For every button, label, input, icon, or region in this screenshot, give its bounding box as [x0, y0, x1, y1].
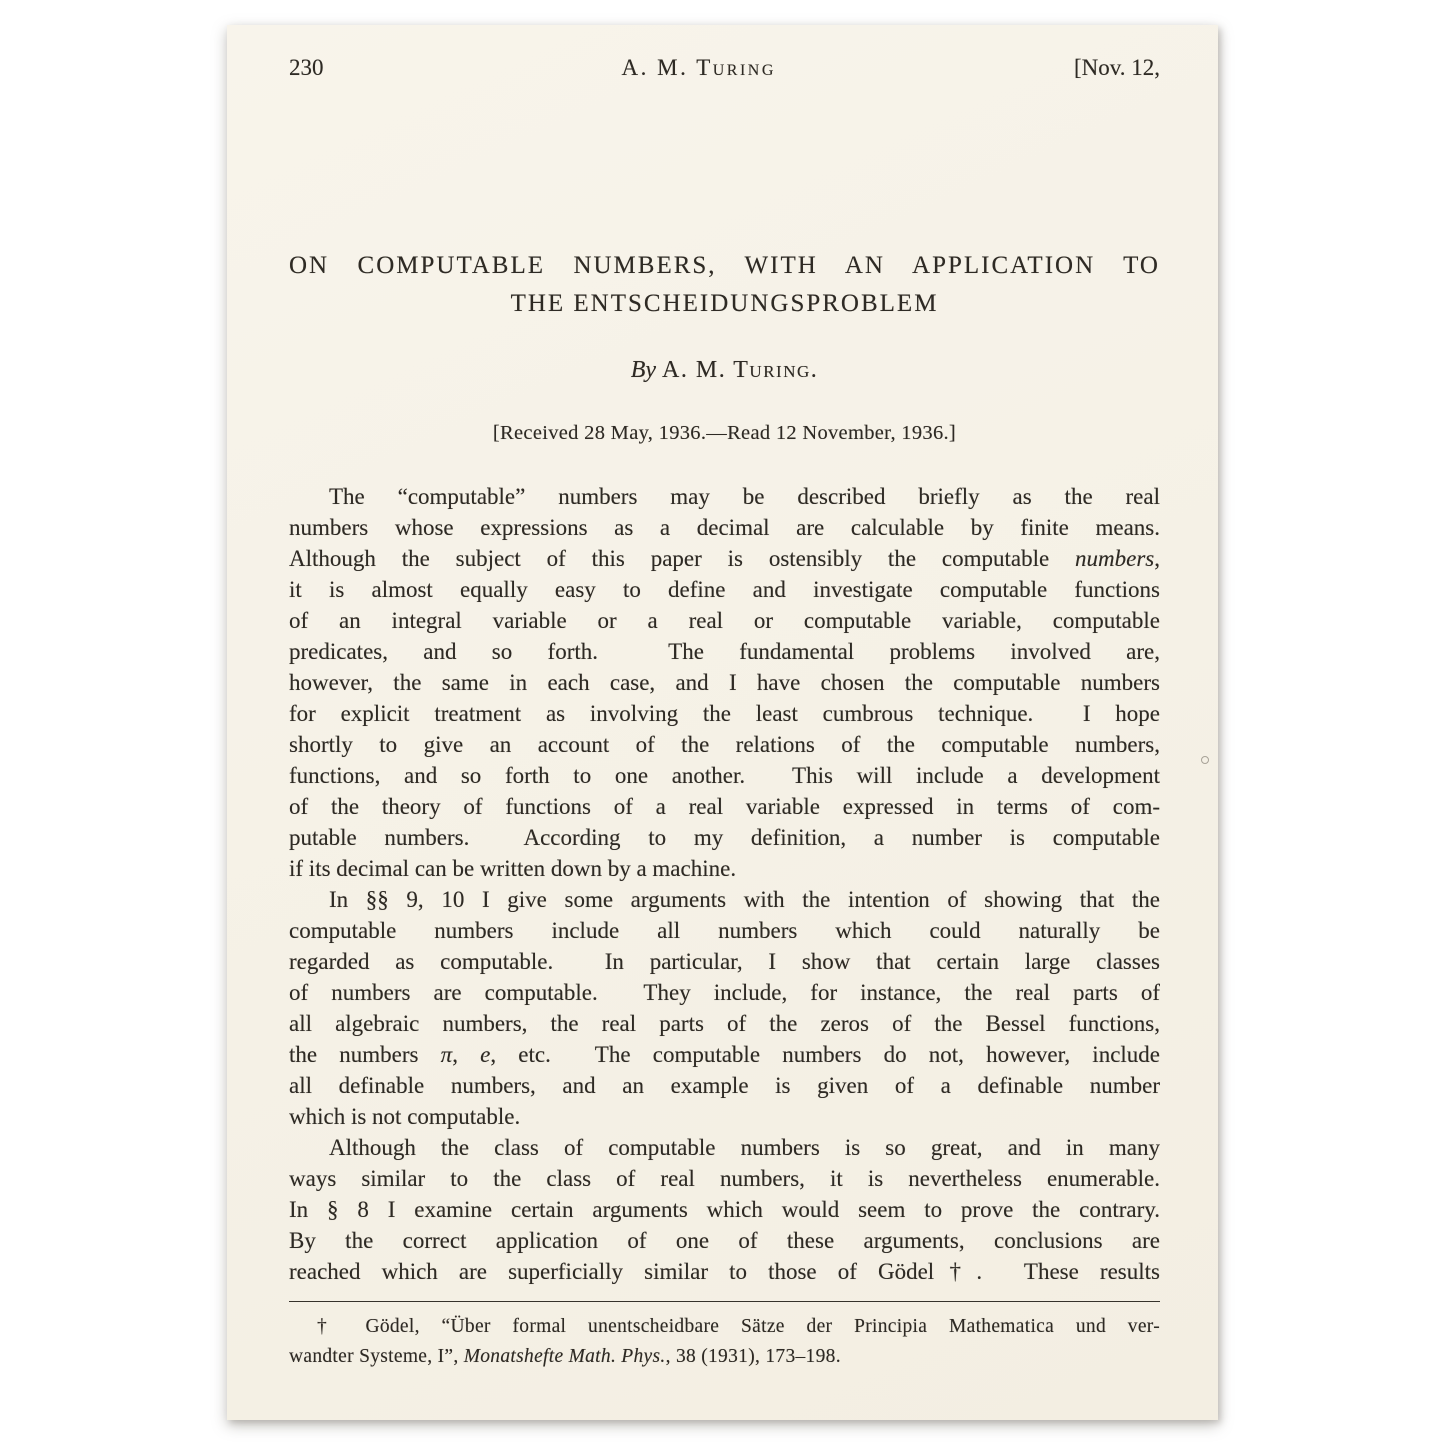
body-text	[289, 481, 1160, 1287]
text-line: The “computable” numbers may be described briefly as the real	[329, 484, 1160, 509]
page-number: 230	[289, 55, 324, 80]
text-line: however, the same in each case, and I have chosen the computable numbers	[289, 670, 1160, 695]
text-line: of numbers are computable. They include, for instance, the real parts of	[289, 980, 1160, 1005]
text-line: computable numbers include all numbers which could naturally be	[289, 918, 1160, 943]
page-header	[289, 25, 1160, 81]
text-line: regarded as computable. In particular, I show that certain large classes	[289, 949, 1160, 974]
received-note: [Received 28 May, 1936.—Read 12 November, 1936.]	[492, 422, 957, 444]
footnote-line: † Gödel, “Über formal unentscheidbare Sätze der Principia Mathematica und ver-	[317, 1316, 1160, 1337]
text-line: functions, and so forth to one another. This will include a development	[289, 763, 1160, 788]
text-line: predicates, and so forth. The fundamental problems involved are,	[289, 639, 1160, 664]
text-line: all algebraic numbers, the real parts of the zeros of the Bessel functions,	[289, 1011, 1160, 1036]
text-line: shortly to give an account of the relations of the computable numbers,	[289, 732, 1160, 757]
issue-date-marker: [Nov. 12,	[1073, 55, 1160, 80]
page-sheet	[227, 25, 1218, 1420]
text-line: ways similar to the class of real numbers, it is nevertheless enumerable.	[289, 1166, 1160, 1191]
text-line: numbers whose expressions as a decimal are calculable by finite means.	[289, 515, 1160, 540]
text-line: of the theory of functions of a real variable expressed in terms of com-	[289, 794, 1160, 819]
text-line: Although the subject of this paper is ostensibly the computable numbers,	[289, 546, 1160, 571]
paper-title-line-1: ON COMPUTABLE NUMBERS, WITH AN APPLICATION TO	[289, 252, 1160, 279]
text-line: In §§ 9, 10 I give some arguments with the intention of showing that the	[329, 887, 1160, 912]
text-line: reached which are superficially similar to those of Gödel†. These results	[289, 1259, 1160, 1284]
text-line: putable numbers. According to my definition, a number is computable	[289, 825, 1160, 850]
paper-title	[289, 249, 1160, 321]
text-line: Although the class of computable numbers is so great, and in many	[329, 1135, 1160, 1160]
text-line: if its decimal can be written down by a machine.	[289, 856, 737, 881]
text-line: it is almost equally easy to define and investigate computable functions	[289, 577, 1160, 602]
footnote	[289, 1312, 1160, 1372]
text-line: By the correct application of one of these arguments, conclusions are	[289, 1228, 1160, 1253]
running-title: A. M. Turing	[621, 55, 776, 80]
byline-by: By	[630, 357, 657, 383]
footnote-rule	[289, 1301, 1160, 1302]
text-line: for explicit treatment as involving the least cumbrous technique. I hope	[289, 701, 1160, 726]
print-speck-artifact	[1201, 756, 1209, 764]
text-line: In § 8 I examine certain arguments which would seem to prove the contrary.	[289, 1197, 1160, 1222]
text-line: the numbers π, e, etc. The computable numbers do not, however, include	[289, 1042, 1160, 1067]
text-line: which is not computable.	[289, 1104, 521, 1129]
paper-title-line-2: THE ENTSCHEIDUNGSPROBLEM	[510, 290, 939, 317]
byline	[289, 357, 1160, 384]
text-line: of an integral variable or a real or computable variable, computable	[289, 608, 1160, 633]
text-line: all definable numbers, and an example is given of a definable number	[289, 1073, 1160, 1098]
byline-author: A. M. Turing.	[662, 357, 819, 383]
footnote-line: wandter Systeme, I”, Monatshefte Math. Phys., 38 (1931), 173–198.	[289, 1346, 841, 1367]
